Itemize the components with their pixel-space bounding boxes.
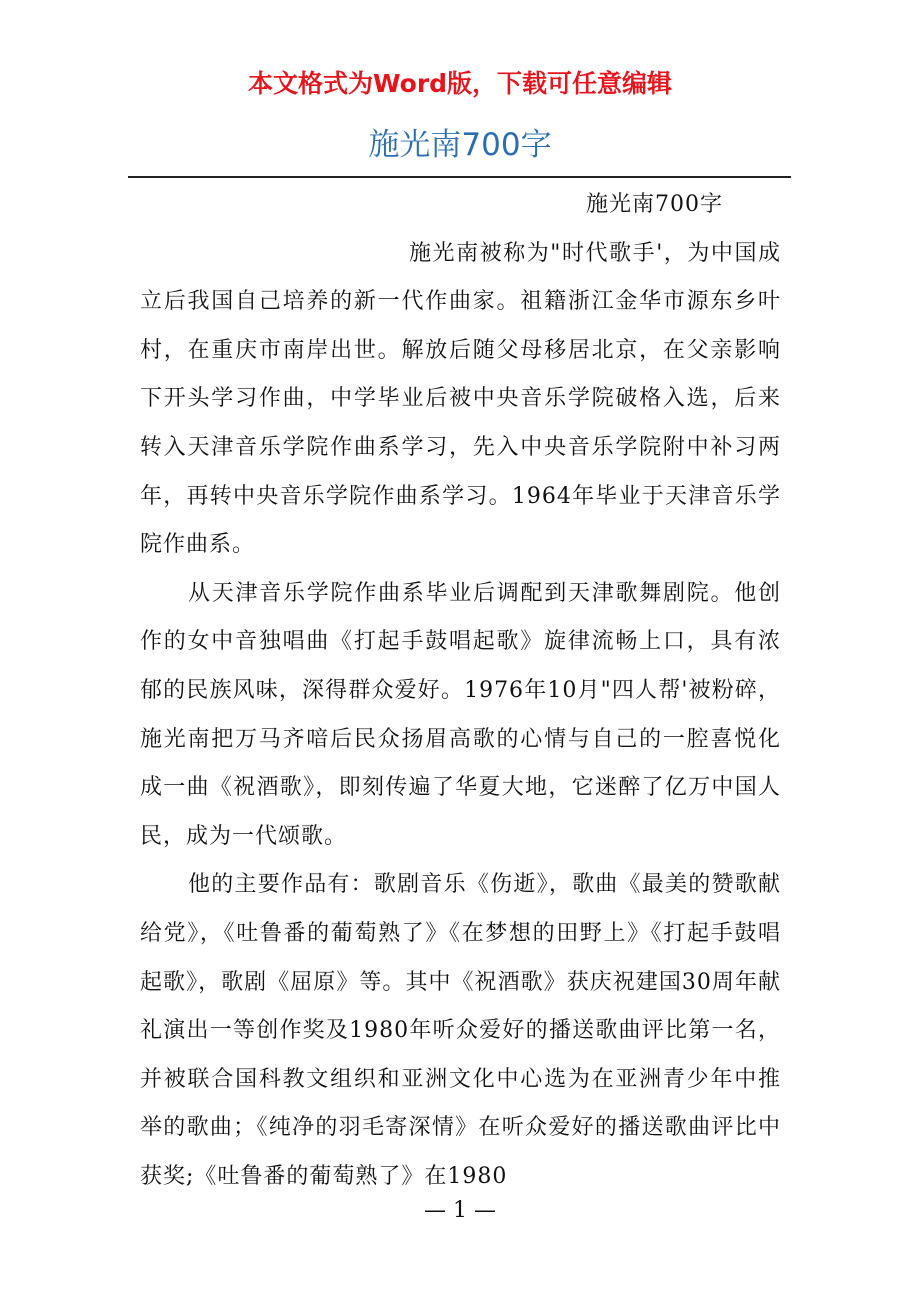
document-title: 施光南700字 bbox=[368, 127, 552, 163]
page-number: — 1 — bbox=[424, 1198, 496, 1223]
document-subtitle: 施光南700字 bbox=[586, 192, 723, 217]
paragraph: 他的主要作品有：歌剧音乐《伤逝》，歌曲《最美的赞歌献给党》，《吐鲁番的葡萄熟了》《在梦想的田野上》《打起手鼓唱起歌》，歌剧《屈原》等。其中《祝酒歌》获庆祝建国30周年献礼演出一等创作奖及1980年听众爱好的播送歌曲评比第一名，并被联合国科教文组织和亚洲文化中心选为在亚洲青少年中推举的歌曲；《纯净的羽毛寄深情》在听众爱好的播送歌曲评比中获奖;《吐鲁番的葡萄熟了》在1980 bbox=[140, 872, 781, 1189]
header-divider bbox=[128, 176, 791, 178]
document-body bbox=[140, 181, 781, 1201]
paragraph: 施光南被称为"时代歌手'，为中国成立后我国自己培养的新一代作曲家。祖籍浙江金华市源东乡叶村，在重庆市南岸出世。解放后随父母移居北京，在父亲影响下开头学习作曲，中学毕业后被中央音乐学院破格入选，后来转入天津音乐学院作曲系学习，先入中央音乐学院附中补习两年，再转中央音乐学院作曲系学习。1964年毕业于天津音乐学院作曲系。 bbox=[140, 240, 781, 558]
paragraph: 从天津音乐学院作曲系毕业后调配到天津歌舞剧院。他创作的女中音独唱曲《打起手鼓唱起歌》旋律流畅上口，具有浓郁的民族风味，深得群众爱好。1976年10月"四人帮'被粉碎，施光南把万马齐喑后民众扬眉高歌的心情与自己的一腔喜悦化成一曲《祝酒歌》，即刻传遍了华夏大地，它迷醉了亿万中国人民，成为一代颂歌。 bbox=[140, 580, 781, 849]
download-banner: 本文格式为Word版，下载可任意编辑 bbox=[247, 69, 673, 98]
